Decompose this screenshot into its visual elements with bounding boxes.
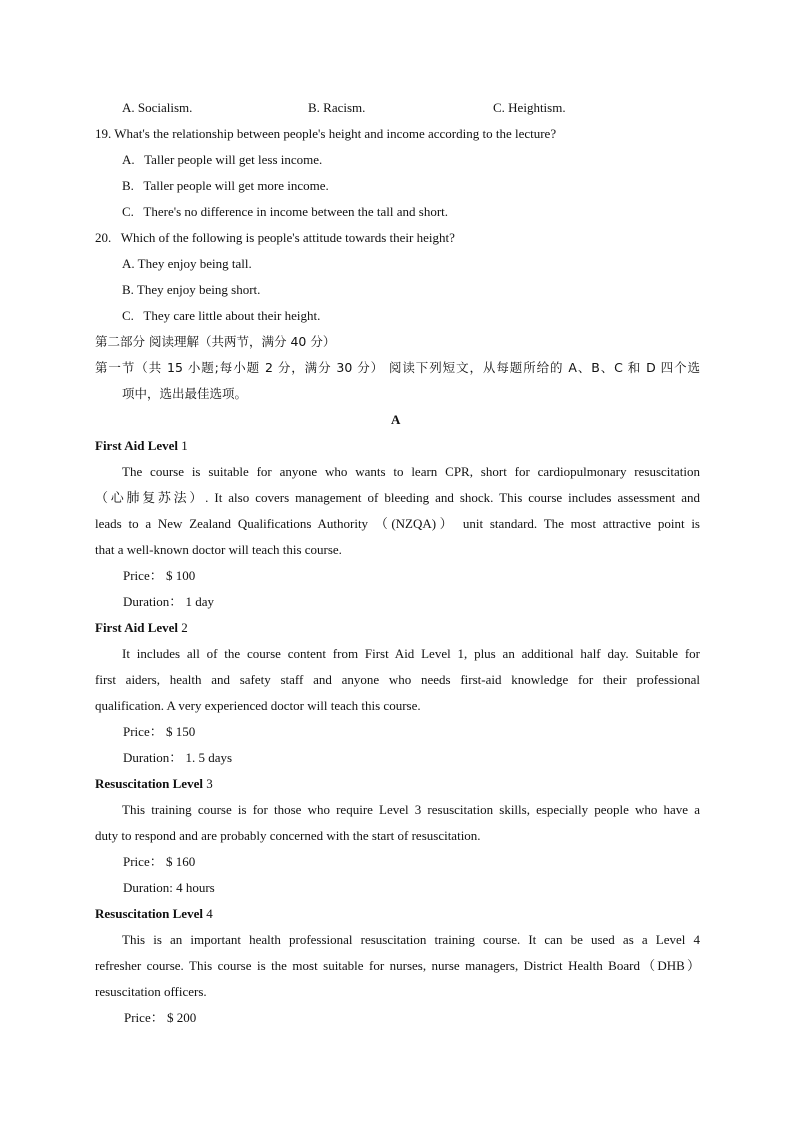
- q18-option-c: C. Heightism.: [493, 100, 566, 115]
- passage-label: A: [391, 412, 401, 427]
- part2-section1-line2: 项中，选出最佳选项。: [122, 386, 248, 401]
- course-4-title: [95, 906, 213, 922]
- q19-option-a: A. Taller people will get less income.: [122, 152, 323, 167]
- q18-option-a: A. Socialism.: [122, 100, 193, 115]
- q19-option-c: C. There's no difference in income between the tall and short.: [122, 204, 449, 219]
- q18-option-b: B. Racism.: [308, 100, 366, 115]
- course-2-line-1: It includes all of the course content from First Aid Level 1, plus an additional half day. Suitable for: [122, 646, 700, 661]
- q19-option-b: B. Taller people will get more income.: [122, 178, 329, 193]
- course-2-price: Price： $ 150: [123, 724, 196, 739]
- part2-section1-line1: 第一节（共 15 小题;每小题 2 分，满分 30 分） 阅读下列短文，从每题所给的 A、B、C 和 D 四个选: [95, 360, 700, 375]
- q20-option-c: C. They care little about their height.: [122, 308, 321, 323]
- course-1-line-3: leads to a New Zealand Qualifications Authority （(NZQA)） unit standard. The most attractive point is: [95, 516, 700, 531]
- course-3-line-2: duty to respond and are probably concerned with the start of resuscitation.: [95, 828, 481, 843]
- course-1-title-name: First Aid Level: [95, 438, 179, 453]
- course-1-line-1: The course is suitable for anyone who wants to learn CPR, short for cardiopulmonary resuscitation: [122, 464, 700, 479]
- course-2-title-name: First Aid Level: [95, 620, 179, 635]
- q19-stem: 19. What's the relationship between people's height and income according to the lecture?: [95, 126, 557, 141]
- part2-title: 第二部分 阅读理解（共两节，满分 40 分）: [95, 334, 336, 349]
- q20-option-b: B. They enjoy being short.: [122, 282, 261, 297]
- course-4-line-2: refresher course. This course is the most suitable for nurses, nurse managers, District Health Board（DHB）: [95, 958, 700, 973]
- course-3-price: Price： $ 160: [123, 854, 196, 869]
- course-4-line-3: resuscitation officers.: [95, 984, 207, 999]
- course-3-duration: Duration: 4 hours: [123, 880, 215, 895]
- course-2-line-3: qualification. A very experienced doctor will teach this course.: [95, 698, 421, 713]
- course-2-duration: Duration： 1. 5 days: [123, 750, 233, 765]
- course-3-title: [95, 776, 213, 792]
- course-1-line-2: （心肺复苏法）. It also covers management of bleeding and shock. This course includes assessment and: [95, 490, 700, 505]
- course-3-line-1: This training course is for those who require Level 3 resuscitation skills, especially people who have a: [122, 802, 700, 817]
- course-1-duration: Duration： 1 day: [123, 594, 214, 609]
- q20-stem: 20. Which of the following is people's attitude towards their height?: [95, 230, 455, 245]
- course-2-line-2: first aiders, health and safety staff and anyone who needs first-aid knowledge for their professional: [95, 672, 700, 687]
- course-1-price: Price： $ 100: [123, 568, 196, 583]
- course-4-title-number: 4: [202, 906, 213, 921]
- course-3-title-name: Resuscitation Level: [95, 776, 203, 791]
- course-2-title: [95, 620, 188, 636]
- q20-option-a: A. They enjoy being tall.: [122, 256, 252, 271]
- course-1-title: [95, 438, 188, 454]
- course-1-line-4: that a well-known doctor will teach this course.: [95, 542, 342, 557]
- course-4-title-name: Resuscitation Level: [95, 906, 203, 921]
- course-2-title-number: 2: [178, 620, 188, 635]
- course-1-title-number: 1: [178, 438, 188, 453]
- course-3-title-number: 3: [202, 776, 213, 791]
- course-4-line-1: This is an important health professional resuscitation training course. It can be used as a Level 4: [122, 932, 700, 947]
- course-4-price: Price： $ 200: [124, 1010, 197, 1025]
